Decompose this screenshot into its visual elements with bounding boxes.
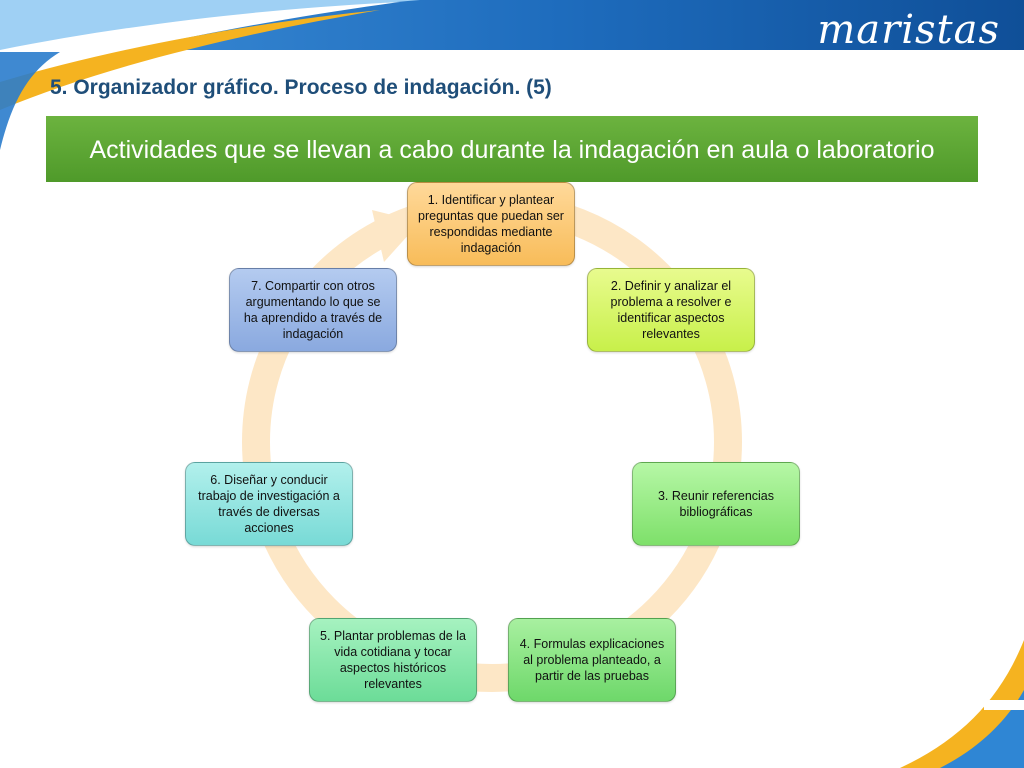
slide-title: 5. Organizador gráfico. Proceso de indagación. (5): [50, 76, 552, 99]
step-5-box: 5. Plantar problemas de la vida cotidiana y tocar aspectos históricos relevantes: [309, 618, 477, 702]
step-1-box: 1. Identificar y plantear preguntas que puedan ser respondidas mediante indagación: [407, 182, 575, 266]
step-6-box: 6. Diseñar y conducir trabajo de investigación a través de diversas acciones: [185, 462, 353, 546]
step-7-box: 7. Compartir con otros argumentando lo que se ha aprendido a través de indagación: [229, 268, 397, 352]
maristas-logo: maristas: [817, 7, 1000, 53]
step-3-box: 3. Reunir referencias bibliográficas: [632, 462, 800, 546]
diagram-banner: Actividades que se llevan a cabo durante la indagación en aula o laboratorio: [46, 116, 978, 182]
corner-white: [984, 700, 1024, 710]
step-2-box: 2. Definir y analizar el problema a resolver e identificar aspectos relevantes: [587, 268, 755, 352]
step-4-box: 4. Formulas explicaciones al problema planteado, a partir de las pruebas: [508, 618, 676, 702]
